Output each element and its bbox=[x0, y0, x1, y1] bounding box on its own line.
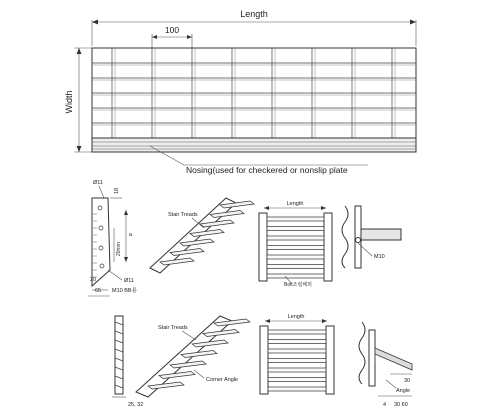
stair-treads-iso-1 bbox=[150, 198, 254, 273]
front-bar bbox=[268, 349, 326, 353]
break-line-1 bbox=[342, 206, 348, 268]
angle-tick bbox=[115, 349, 123, 352]
stair-treads-leader-2 bbox=[182, 331, 196, 340]
m10-label: M10 bbox=[374, 254, 385, 260]
dim-a-label: a bbox=[129, 232, 133, 238]
stair-treads-label-2: Stair Treads bbox=[158, 325, 188, 331]
dim-18-label: 18 bbox=[114, 187, 120, 194]
angle-member bbox=[375, 348, 412, 370]
angle-tick bbox=[115, 385, 123, 388]
bearing-bars bbox=[92, 63, 416, 125]
hole-dia-label-top: Ø11 bbox=[93, 180, 103, 186]
side-plate-right-1 bbox=[324, 213, 332, 281]
stair-tread bbox=[181, 351, 217, 358]
hole-leader-top bbox=[99, 186, 104, 198]
stair-tread bbox=[220, 201, 254, 208]
angle-tick bbox=[115, 376, 123, 379]
corner-angle-leader bbox=[194, 370, 204, 378]
stair-tread bbox=[190, 230, 224, 237]
front-bar bbox=[267, 246, 324, 250]
angle-side-plate bbox=[115, 316, 123, 394]
angle-tick bbox=[115, 340, 123, 343]
hole-leader-bottom bbox=[108, 270, 122, 280]
dim-25-32-label: 25, 32 bbox=[128, 402, 144, 408]
angle-ticks bbox=[115, 322, 123, 388]
stair-treads-iso-2 bbox=[136, 316, 250, 397]
dim-4-label: 4 bbox=[383, 402, 387, 408]
front-bar bbox=[268, 387, 326, 391]
stair-tread bbox=[148, 382, 184, 389]
stair-tread bbox=[170, 361, 206, 368]
angle-label: Angle bbox=[396, 388, 411, 394]
bolt-hole bbox=[99, 226, 103, 230]
front-bar bbox=[267, 255, 324, 259]
length-label-top: Length bbox=[240, 9, 268, 19]
length-label-bottom: Length bbox=[287, 314, 305, 320]
m10-bolt-label: M10 BB용 bbox=[112, 288, 137, 294]
angle-tick bbox=[115, 358, 123, 361]
spacing-label: 100 bbox=[164, 25, 180, 35]
front-bar bbox=[267, 274, 324, 278]
bolt-connection-detail bbox=[342, 206, 401, 268]
stair-tread bbox=[160, 258, 194, 265]
hole-dia-label-bottom: Ø11 bbox=[124, 278, 134, 284]
angle-plate bbox=[369, 330, 375, 386]
dim-65-label: 65 bbox=[95, 288, 102, 294]
front-bar bbox=[268, 340, 326, 344]
treads-1 bbox=[160, 201, 254, 265]
corner-angle-label: Corner Angle bbox=[206, 377, 239, 383]
length-label-mid: Length bbox=[286, 201, 304, 207]
front-bar bbox=[268, 378, 326, 382]
front-view-1 bbox=[259, 201, 332, 288]
side-plate-left-2 bbox=[260, 326, 268, 394]
side-plate-detail bbox=[88, 180, 138, 296]
front-bar bbox=[267, 227, 324, 231]
angle-tick bbox=[115, 367, 123, 370]
nosing-label: Nosing(used for checkered or nonslip plate bbox=[186, 165, 348, 175]
front-bar bbox=[267, 265, 324, 269]
nosing-plate bbox=[92, 138, 416, 152]
front-bar bbox=[267, 217, 324, 221]
plate-holes bbox=[98, 206, 104, 268]
dim-30-60-label: 30 60 bbox=[394, 402, 408, 408]
dim-30-label: 30 bbox=[404, 378, 411, 384]
bolt-head bbox=[356, 238, 361, 243]
front-view-2 bbox=[260, 314, 334, 394]
bolt-hole bbox=[100, 264, 104, 268]
front-bars-1 bbox=[267, 217, 324, 278]
bolt-hole bbox=[99, 246, 103, 250]
stair-treads-label-1: Stair Treads bbox=[168, 212, 198, 218]
plate-ticks bbox=[93, 214, 97, 277]
front-bar bbox=[267, 236, 324, 240]
dim-20-label: 20 bbox=[90, 277, 97, 283]
side-view-angles bbox=[112, 316, 143, 408]
break-line-2 bbox=[359, 322, 365, 384]
front-bar bbox=[268, 330, 326, 334]
bolt-hole bbox=[98, 206, 102, 210]
side-plate-left-1 bbox=[259, 213, 267, 281]
width-label: Width bbox=[64, 90, 74, 114]
stair-tread bbox=[214, 319, 250, 326]
stair-tread bbox=[159, 372, 195, 379]
front-bars-2 bbox=[268, 330, 326, 391]
m10-leader bbox=[358, 243, 372, 256]
dim-20mm-label: 20mm bbox=[116, 242, 122, 256]
stair-tread bbox=[170, 249, 204, 256]
front-bar bbox=[268, 359, 326, 363]
angle-tick bbox=[115, 331, 123, 334]
side-plate-right-2 bbox=[326, 326, 334, 394]
grating-plan-view bbox=[64, 9, 416, 175]
angle-tick bbox=[115, 322, 123, 325]
front-bar bbox=[268, 368, 326, 372]
stair-tread bbox=[180, 239, 214, 246]
bolt-note: Bolt조립해외 bbox=[284, 282, 312, 288]
angle-leader bbox=[386, 380, 396, 388]
angle-connection-detail bbox=[359, 322, 412, 408]
bolt-beam bbox=[361, 229, 401, 240]
